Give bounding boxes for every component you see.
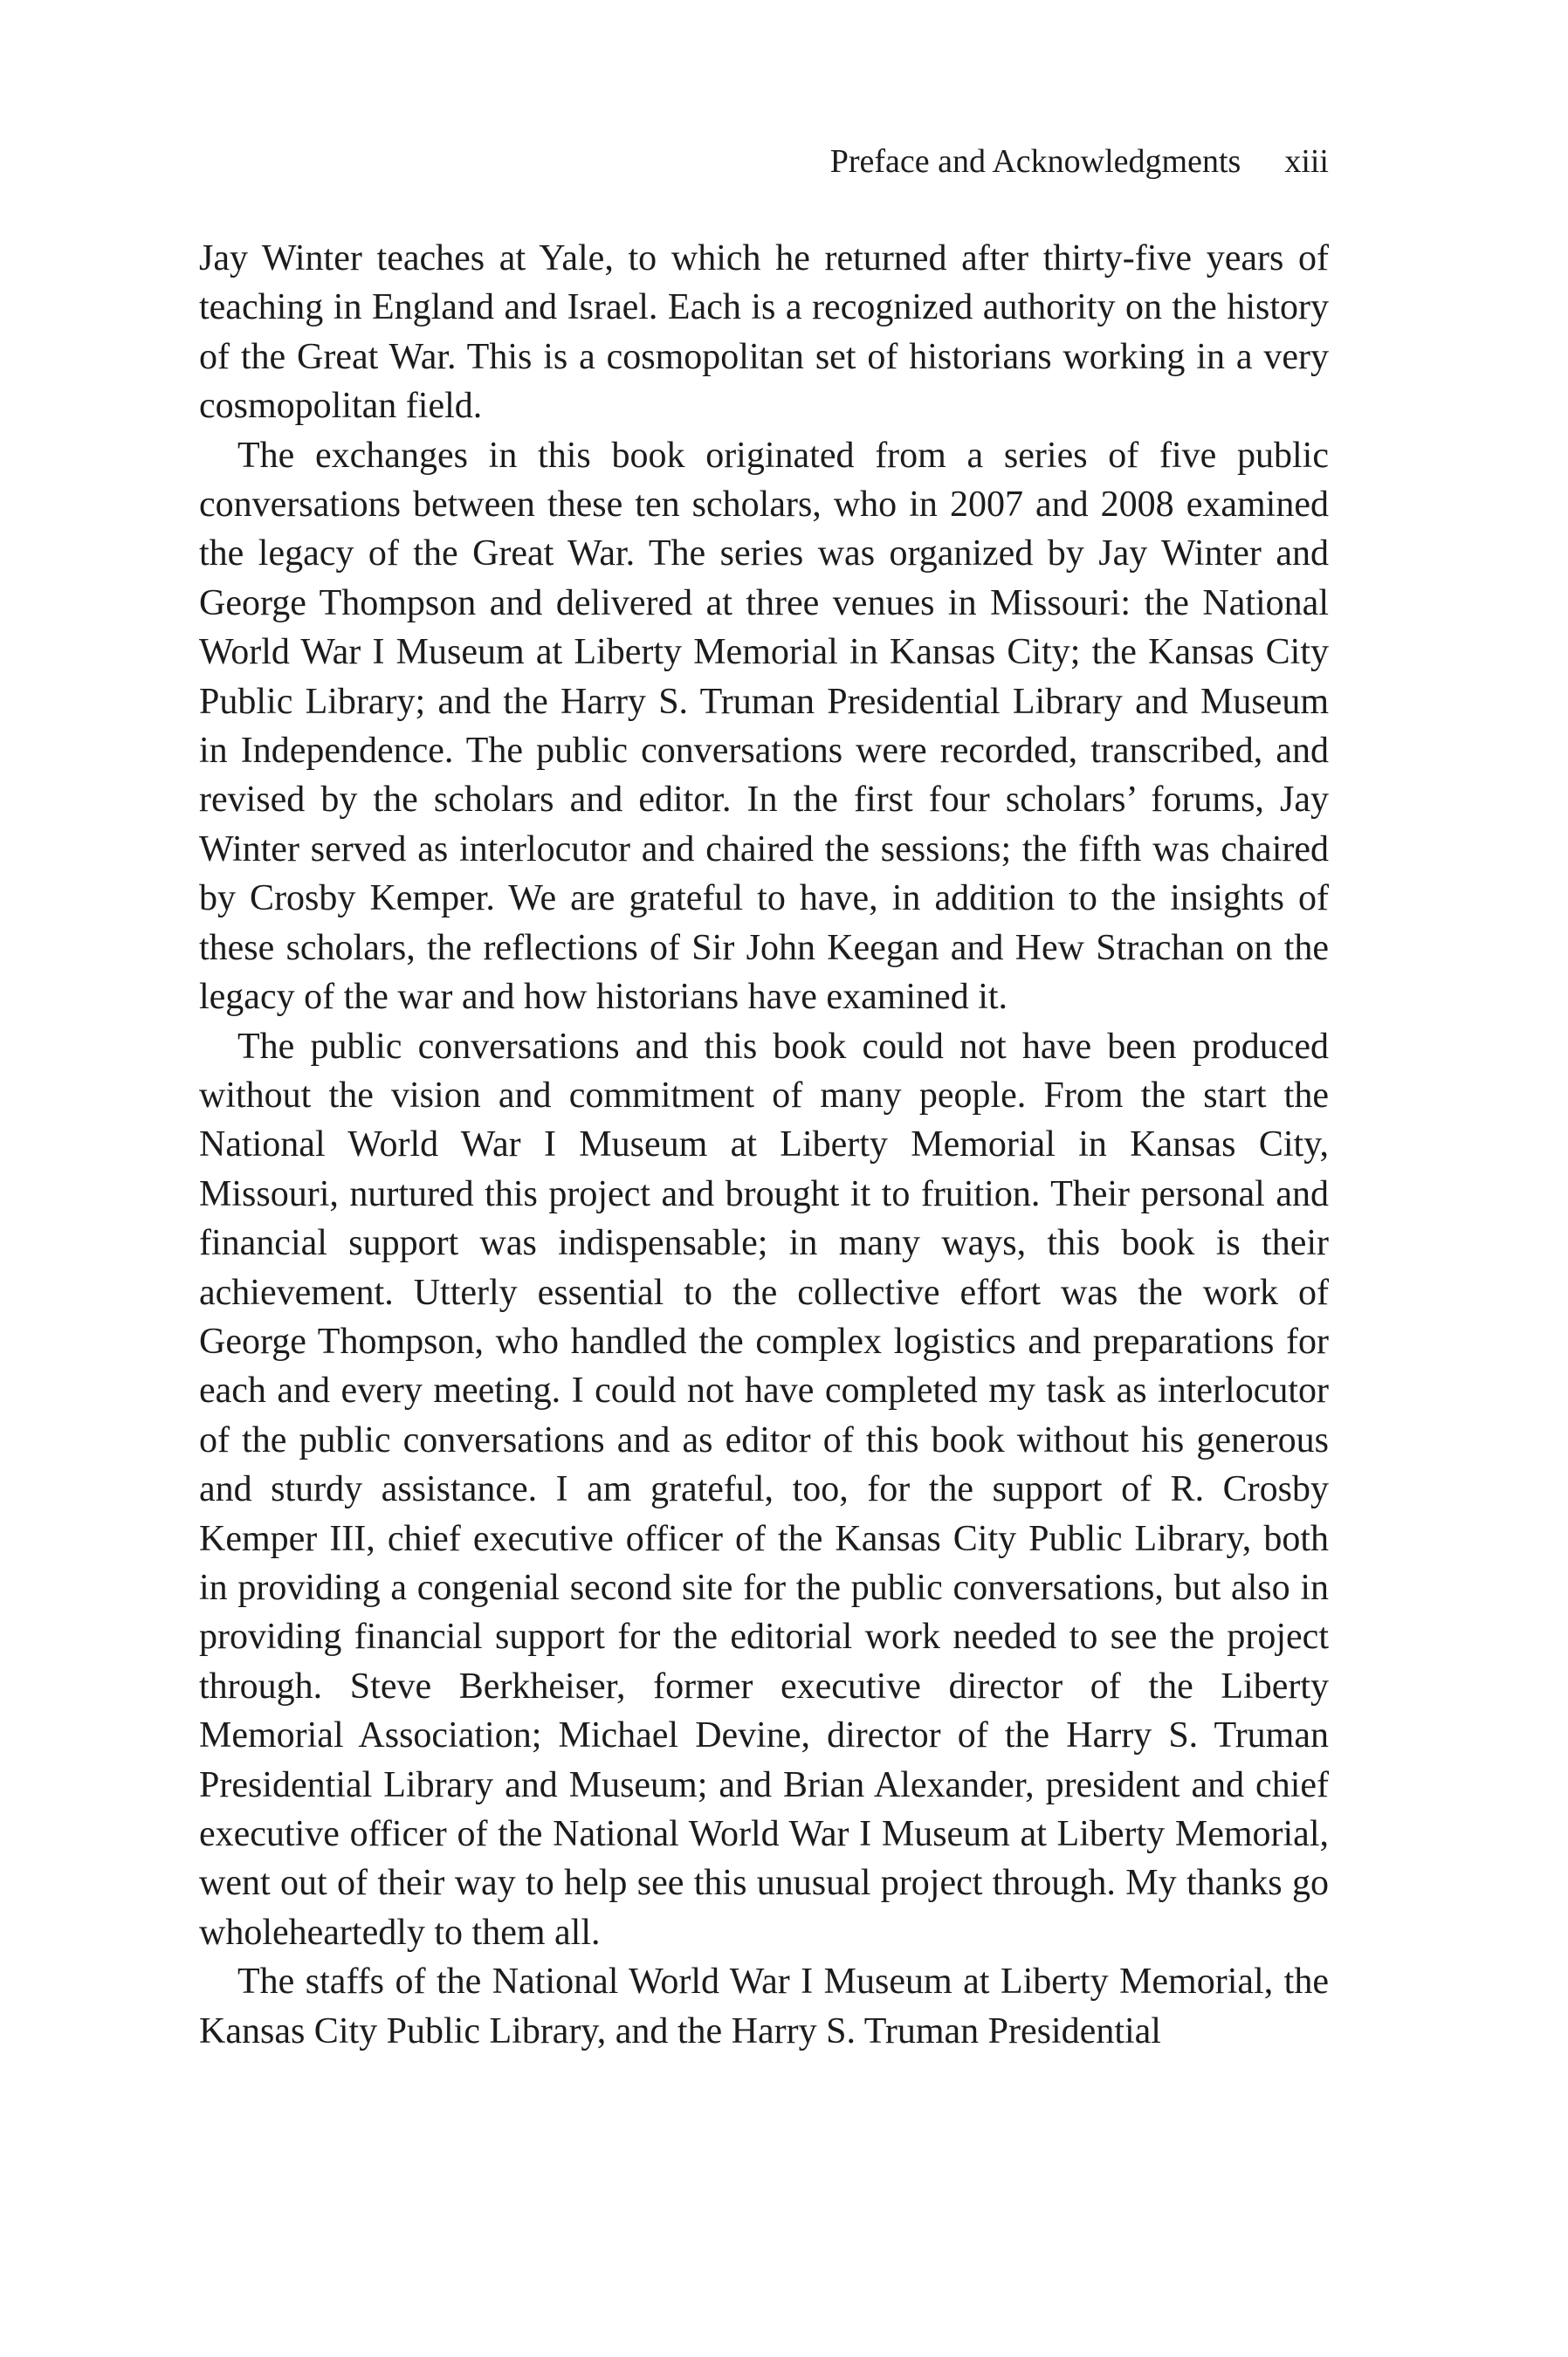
page-number: xiii: [1284, 143, 1329, 180]
body-text: [199, 234, 1329, 2056]
paragraph-4: The staffs of the National World War I Museum at Liberty Memorial, the Kansas City Public Library, and the Harry S. Truman Presidential: [199, 1962, 1329, 2051]
paragraph-2: The exchanges in this book originated from a series of five public conversations between these ten scholars, who in 2007 and 2008 examined the legacy of the Great War. The series was organized by Jay Winter and George Thompson and delivered at three venues in Missouri: the National World War I Museum at Liberty Memorial in Kansas City; the Kansas City Public Library; and the Harry S. Truman Presidential Library and Museum in Independence. The public conversations were recorded, transcribed, and revised by the scholars and editor. In the first four scholars’ forums, Jay Winter served as interlocutor and chaired the sessions; the fifth was chaired by Crosby Kemper. We are grateful to have, in addition to the insights of these scholars, the reflections of Sir John Keegan and Hew Strachan on the legacy of the war and how historians have examined it.: [199, 435, 1329, 1018]
running-head-title: Preface and Acknowledgments: [829, 143, 1241, 180]
running-head: [199, 140, 1329, 183]
paragraph-1: Jay Winter teaches at Yale, to which he returned after thirty-five years of teaching in England and Israel. Each is a recognized authority on the history of the Great War. This is a cosmopolitan set of historians working in a very cosmopolitan field.: [199, 238, 1329, 427]
paragraph-3: The public conversations and this book could not have been produced without the vision and commitment of many people. From the start the National World War I Museum at Liberty Memorial in Kansas City, Missouri, nurtured this project and brought it to fruition. Their personal and financial support was indispensable; in many ways, this book is their achievement. Utterly essential to the collective effort was the work of George Thompson, who handled the complex logistics and preparations for each and every meeting. I could not have completed my task as interlocutor of the public conversations and as editor of this book without his generous and sturdy assistance. I am grateful, too, for the support of R. Crosby Kemper III, chief executive officer of the Kansas City Public Library, both in providing a congenial second site for the public conversations, but also in providing financial support for the editorial work needed to see the project through. Steve Berkheiser, former executive director of the Liberty Memorial Association; Michael Devine, director of the Harry S. Truman Presidential Library and Museum; and Brian Alexander, president and chief executive officer of the National World War I Museum at Liberty Memorial, went out of their way to help see this unusual project through. My thanks go wholeheartedly to them all.: [199, 1026, 1329, 1953]
